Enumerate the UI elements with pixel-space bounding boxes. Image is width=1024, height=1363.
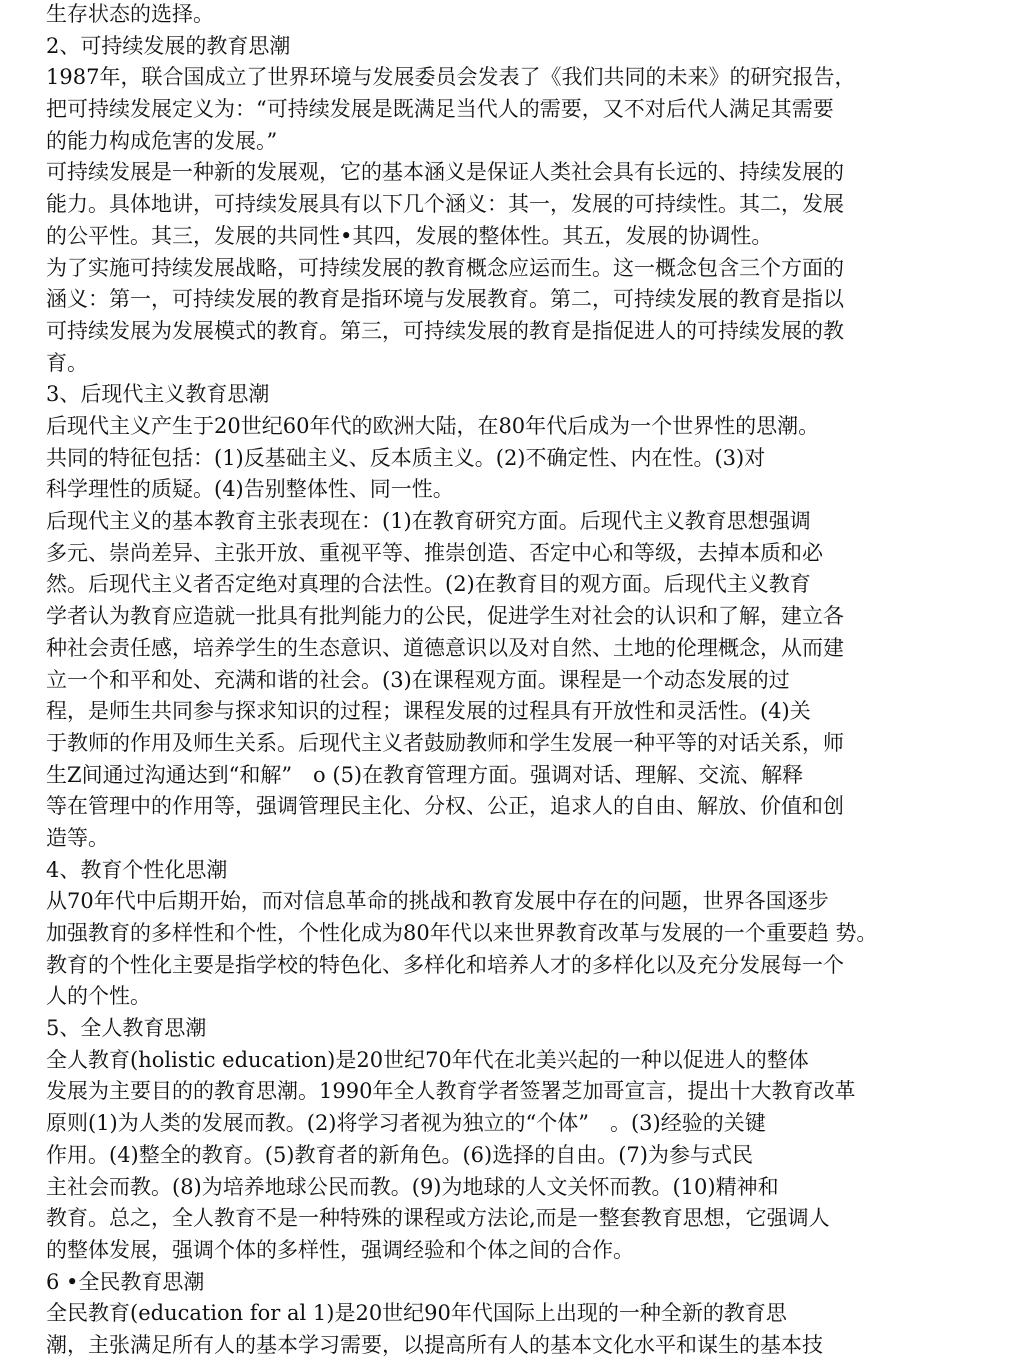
- text-line: 原则(1)为人类的发展而教。(2)将学习者视为独立的“个体” 。(3)经验的关键: [46, 1111, 766, 1135]
- text-line: 学者认为教育应造就一批具有批判能力的公民，促进学生对社会的认识和了解，建立各: [46, 604, 844, 628]
- text-line: 可持续发展是一种新的发展观，它的基本涵义是保证人类社会具有长远的、持续发展的: [46, 160, 844, 184]
- text-line: 加强教育的多样性和个性，个性化成为80年代以来世界教育改革与发展的一个重要趋 势。: [46, 921, 878, 945]
- text-line: 于教师的作用及师生关系。后现代主义者鼓励教师和学生发展一种平等的对话关系，师: [46, 731, 844, 755]
- text-line: 全人教育(holistic education)是20世纪70年代在北美兴起的一种以促进人的整体: [46, 1048, 809, 1072]
- text-line: 教育。总之，全人教育不是一种特殊的课程或方法论,而是一整套教育思想，它强调人: [46, 1206, 830, 1230]
- text-line: 造等。: [46, 826, 109, 850]
- section-heading: 6 •全民教育思潮: [46, 1270, 205, 1294]
- text-line: 生存状态的选择。: [46, 2, 214, 26]
- text-line: 生Z间通过沟通达到“和解” o (5)在教育管理方面。强调对话、理解、交流、解释: [46, 763, 804, 787]
- text-line: 等在管理中的作用等，强调管理民主化、分权、公正，追求人的自由、解放、价值和创: [46, 794, 844, 818]
- text-line: 科学理性的质疑。(4)告别整体性、同一性。: [46, 477, 454, 501]
- text-line: 1987年，联合国成立了世界环境与发展委员会发表了《我们共同的未来》的研究报告，: [46, 65, 856, 89]
- text-line: 后现代主义的基本教育主张表现在：(1)在教育研究方面。后现代主义教育思想强调: [46, 509, 811, 533]
- section-heading: 3、后现代主义教育思潮: [46, 382, 270, 406]
- text-line: 的公平性。其三，发展的共同性•其四，发展的整体性。其五，发展的协调性。: [46, 224, 773, 248]
- section-heading: 5、全人教育思潮: [46, 1016, 207, 1040]
- text-line: 后现代主义产生于20世纪60年代的欧洲大陆，在80年代后成为一个世界性的思潮。: [46, 414, 820, 438]
- text-line: 人的个性。: [46, 984, 151, 1008]
- text-line: 种社会责任感，培养学生的生态意识、道德意识以及对自然、土地的伦理概念，从而建: [46, 636, 844, 660]
- text-line: 共同的特征包括：(1)反基础主义、反本质主义。(2)不确定性、内在性。(3)对: [46, 446, 766, 470]
- text-line: 主社会而教。(8)为培养地球公民而教。(9)为地球的人文关怀而教。(10)精神和: [46, 1175, 779, 1199]
- text-line: 潮，主张满足所有人的基本学习需要，以提高所有人的基本文化水平和谋生的基本技: [46, 1333, 823, 1357]
- text-line: 从70年代中后期开始，而对信息革命的挑战和教育发展中存在的问题，世界各国逐步: [46, 889, 829, 913]
- text-line: 全民教育(education for al 1)是20世纪90年代国际上出现的一种全新的教育思: [46, 1301, 787, 1325]
- text-line: 可持续发展为发展模式的教育。第三，可持续发展的教育是指促进人的可持续发展的教: [46, 319, 844, 343]
- text-line: 的能力构成危害的发展。”: [46, 129, 278, 153]
- text-line: 多元、崇尚差异、主张开放、重视平等、推崇创造、否定中心和等级，去掉本质和必: [46, 541, 823, 565]
- text-line: 的整体发展，强调个体的多样性，强调经验和个体之间的合作。: [46, 1238, 634, 1262]
- text-line: 教育的个性化主要是指学校的特色化、多样化和培养人才的多样化以及充分发展每一个: [46, 953, 844, 977]
- text-line: 为了实施可持续发展战略，可持续发展的教育概念应运而生。这一概念包含三个方面的: [46, 256, 844, 280]
- text-line: 作用。(4)整全的教育。(5)教育者的新角色。(6)选择的自由。(7)为参与式民: [46, 1143, 753, 1167]
- text-line: 能力。具体地讲，可持续发展具有以下几个涵义：其一，发展的可持续性。其二，发展: [46, 192, 844, 216]
- text-line: 程，是师生共同参与探求知识的过程；课程发展的过程具有开放性和灵活性。(4)关: [46, 699, 811, 723]
- text-line: 立一个和平和处、充满和谐的社会。(3)在课程观方面。课程是一个动态发展的过: [46, 668, 790, 692]
- text-line: 然。后现代主义者否定绝对真理的合法性。(2)在教育目的观方面。后现代主义教育: [46, 572, 811, 596]
- text-line: 育。: [46, 351, 88, 375]
- section-heading: 2、可持续发展的教育思潮: [46, 34, 291, 58]
- section-heading: 4、教育个性化思潮: [46, 858, 228, 882]
- text-line: 把可持续发展定义为：“可持续发展是既满足当代人的需要，又不对后代人满足其需要: [46, 97, 834, 121]
- text-line: 发展为主要目的的教育思潮。1990年全人教育学者签署芝加哥宣言，提出十大教育改革: [46, 1079, 856, 1103]
- text-line: 涵义：第一，可持续发展的教育是指环境与发展教育。第二，可持续发展的教育是指以: [46, 287, 844, 311]
